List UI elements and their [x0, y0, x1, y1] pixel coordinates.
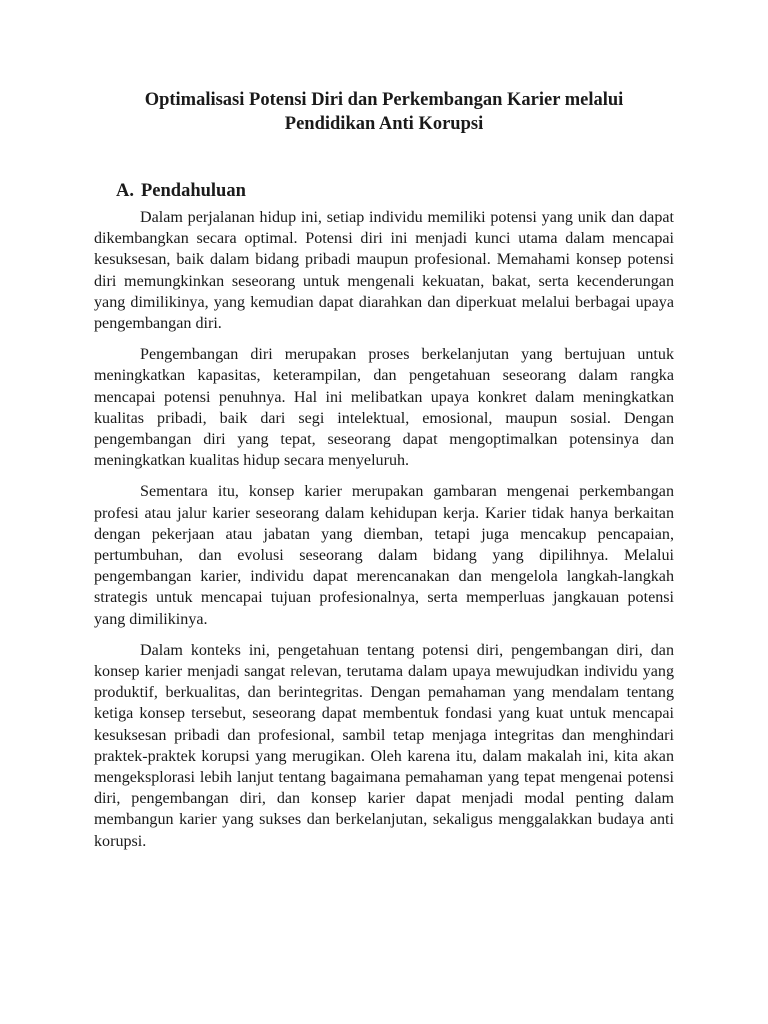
- section-heading: [116, 179, 674, 203]
- document-title-line-1: Optimalisasi Potensi Diri dan Perkembangan Karier melalui: [144, 90, 624, 110]
- paragraph-4: Dalam konteks ini, pengetahuan tentang potensi diri, pengembangan diri, dan konsep karier menjadi sangat relevan, terutama dalam upaya mewujudkan individu yang produktif, berkualitas, dan berintegritas. Dengan pemahaman yang mendalam tentang ketiga konsep tersebut, seseorang dapat membentuk fondasi yang kuat untuk mencapai kesuksesan pribadi dan profesional, sambil tetap menjaga integritas dan menghindari praktek-praktek korupsi yang merugikan. Oleh karena itu, dalam makalah ini, kita akan mengeksplorasi lebih lanjut tentang bagaimana pemahaman yang tepat mengenai potensi diri, pengembangan diri, dan konsep karier dapat menjadi modal penting dalam membangun karier yang sukses dan berkelanjutan, sekaligus menggalakkan budaya anti korupsi.: [94, 641, 674, 850]
- section-title: Pendahuluan: [141, 181, 246, 201]
- document-title-line-2: Pendidikan Anti Korupsi: [284, 114, 484, 134]
- paragraph-1: Dalam perjalanan hidup ini, setiap individu memiliki potensi yang unik dan dapat dikembangkan secara optimal. Potensi diri ini menjadi kunci utama dalam mencapai kesuksesan, baik dalam bidang pribadi maupun profesional. Memahami konsep potensi diri memungkinkan seseorang untuk mengenali kekuatan, bakat, serta kecenderungan yang dimilikinya, yang kemudian dapat diarahkan dan diperkuat melalui berbagai upaya pengembangan diri.: [94, 209, 674, 333]
- document-title: [94, 88, 674, 136]
- paragraph-2: Pengembangan diri merupakan proses berkelanjutan yang bertujuan untuk meningkatkan kapasitas, keterampilan, dan pengetahuan seseorang dalam rangka mencapai potensi penuhnya. Hal ini melibatkan upaya konkret dalam meningkatkan kualitas pribadi, baik dari segi intelektual, emosional, maupun sosial. Dengan pengembangan diri yang tepat, seseorang dapat mengoptimalkan potensinya dan meningkatkan kualitas hidup secara menyeluruh.: [94, 346, 674, 470]
- section-number: A.: [116, 181, 134, 201]
- paragraph-3: Sementara itu, konsep karier merupakan gambaran mengenai perkembangan profesi atau jalur karier seseorang dalam kehidupan kerja. Karier tidak hanya berkaitan dengan pekerjaan atau jabatan yang diemban, tetapi juga mencakup pencapaian, pertumbuhan, dan evolusi seseorang dalam bidang yang dipilihnya. Melalui pengembangan karier, individu dapat merencanakan dan mengelola langkah-langkah strategis untuk mencapai tujuan profesionalnya, serta memperluas jangkauan potensi yang dimilikinya.: [94, 483, 674, 628]
